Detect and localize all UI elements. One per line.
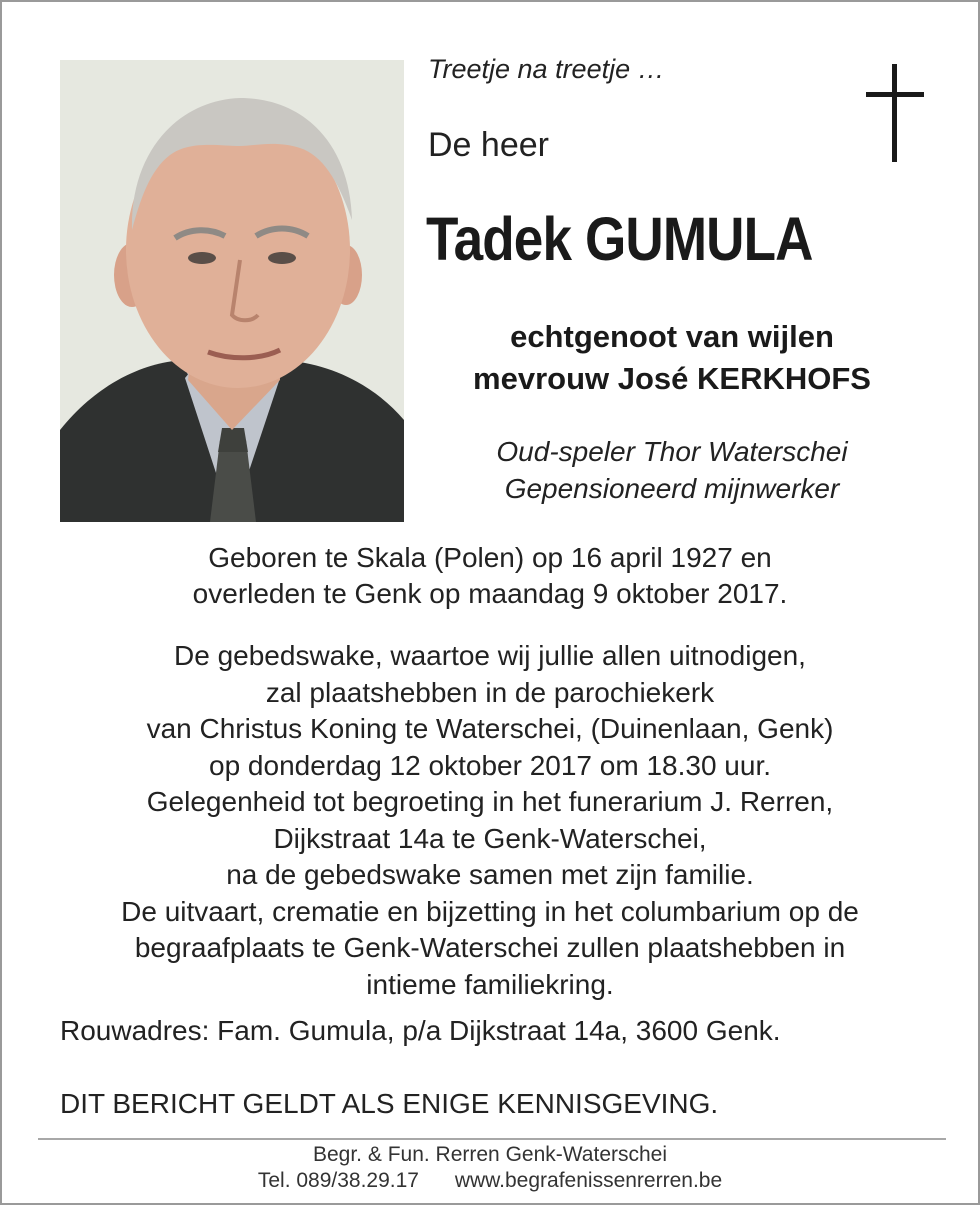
- ceremony-line: Dijkstraat 14a te Genk-Waterschei,: [273, 822, 707, 854]
- portrait-illustration: [60, 60, 404, 522]
- birth-death-info: [2, 540, 978, 612]
- spouse-line: mevrouw José KERKHOFS: [473, 361, 871, 396]
- ceremony-line: na de gebedswake samen met zijn familie.: [226, 859, 754, 890]
- ceremony-line: Gelegenheid tot begroeting in het funerarium J. Rerren,: [146, 786, 834, 817]
- funeral-home-website[interactable]: www.begrafenissenrerren.be: [454, 1169, 723, 1192]
- mourning-address: Rouwadres: Fam. Gumula, p/a Dijkstraat 14a, 3600 Genk.: [60, 1015, 781, 1046]
- motto: Treetje na treetje …: [428, 54, 665, 84]
- footer-divider: [38, 1138, 946, 1140]
- salutation: De heer: [428, 126, 549, 164]
- ceremony-line: van Christus Koning te Waterschei, (Duinenlaan, Genk): [146, 713, 834, 744]
- ceremony-line: De uitvaart, crematie en bijzetting in het columbarium op de: [121, 895, 859, 927]
- cross-icon: [866, 64, 924, 162]
- footer-contact: [2, 1168, 978, 1194]
- ceremony-line: intieme familiekring.: [366, 968, 614, 1000]
- funeral-home-name: Begr. & Fun. Rerren Genk-Waterschei: [312, 1143, 668, 1166]
- footer: [2, 1142, 978, 1194]
- funeral-home-phone: Tel. 089/38.29.17: [257, 1169, 419, 1192]
- birth-line: Geboren te Skala (Polen) op 16 april 1927 en: [208, 542, 772, 573]
- portrait-photo: [60, 60, 404, 522]
- ceremony-info: [2, 638, 978, 1003]
- ceremony-line: begraafplaats te Genk-Waterschei zullen plaatshebben in: [134, 932, 846, 963]
- notice-statement: DIT BERICHT GELDT ALS ENIGE KENNISGEVING.: [60, 1088, 719, 1119]
- title-line: Gepensioneerd mijnwerker: [504, 473, 840, 504]
- ceremony-line: op donderdag 12 oktober 2017 om 18.30 uur.: [209, 749, 771, 781]
- titles: [422, 433, 922, 507]
- ceremony-line: De gebedswake, waartoe wij jullie allen uitnodigen,: [174, 640, 806, 671]
- death-line: overleden te Genk op maandag 9 oktober 2017.: [192, 578, 788, 609]
- ceremony-line: zal plaatshebben in de parochiekerk: [265, 676, 715, 708]
- deceased-name: Tadek GUMULA: [426, 205, 813, 273]
- spouse-info: [422, 316, 922, 400]
- spouse-line: echtgenoot van wijlen: [510, 319, 834, 354]
- title-line: Oud-speler Thor Waterschei: [496, 436, 848, 467]
